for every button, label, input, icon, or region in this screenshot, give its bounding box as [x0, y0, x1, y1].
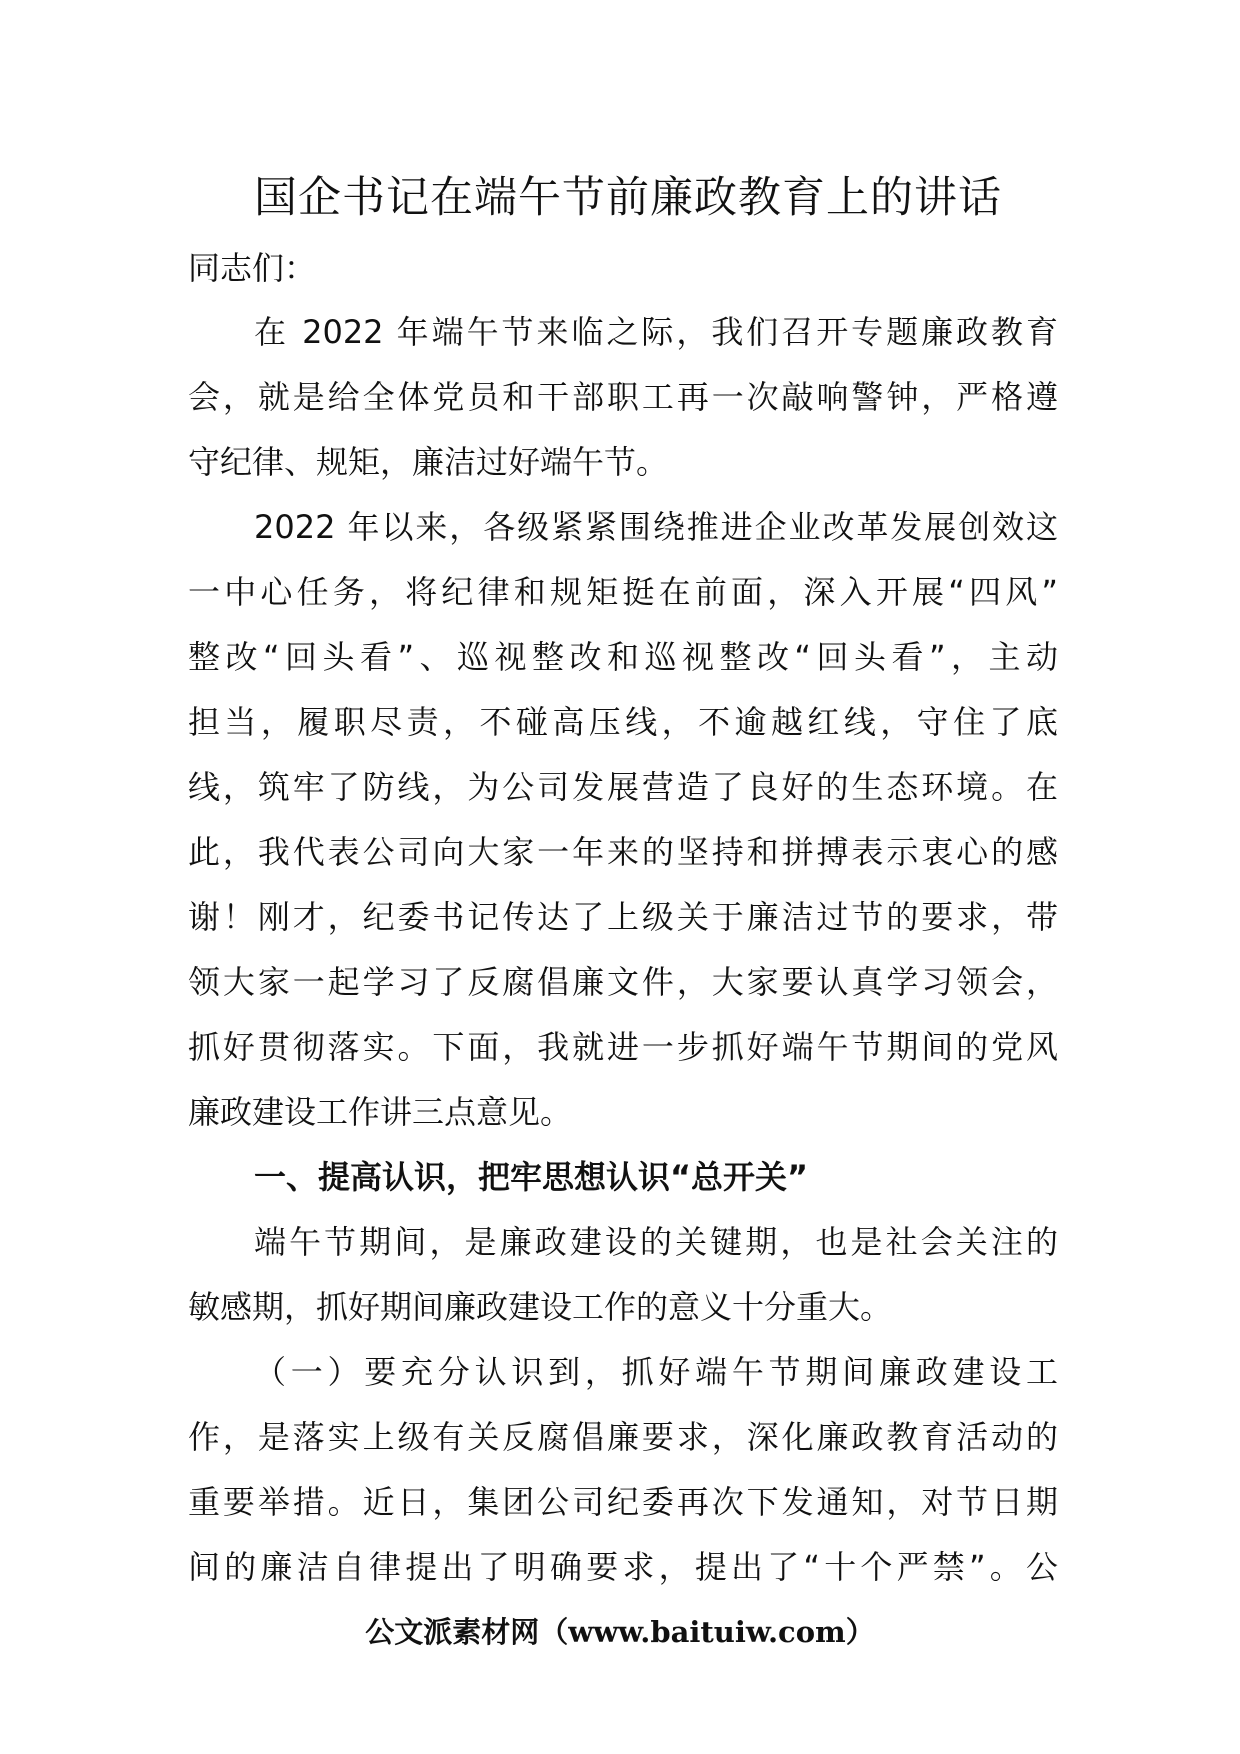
paragraph	[188, 1210, 1058, 1340]
paragraph-line: 担当，履职尽责，不碰高压线，不逾越红线，守住了底	[188, 703, 1058, 741]
paragraph-line: 领大家一起学习了反腐倡廉文件，大家要认真学习领会，	[188, 963, 1058, 1001]
paragraph-group-2	[188, 1210, 1058, 1600]
paragraph-line: 重要举措。近日，集团公司纪委再次下发通知，对节日期	[188, 1483, 1058, 1521]
paragraph-line: 此，我代表公司向大家一年来的坚持和拼搏表示衷心的感	[188, 833, 1058, 871]
paragraph-line: 廉政建设工作讲三点意见。	[188, 1093, 573, 1131]
paragraph-line: 2022 年以来，各级紧紧围绕推进企业改革发展创效这	[254, 508, 1058, 546]
paragraph-line: 抓好贯彻落实。下面，我就进一步抓好端午节期间的党风	[188, 1028, 1058, 1066]
paragraph-line: 间的廉洁自律提出了明确要求，提出了“十个严禁”。公	[188, 1548, 1058, 1586]
paragraph-line: （一）要充分认识到，抓好端午节期间廉政建设工	[254, 1353, 1058, 1391]
paragraph-line: 会，就是给全体党员和干部职工再一次敲响警钟，严格遵	[188, 378, 1058, 416]
paragraph-line: 线，筑牢了防线，为公司发展营造了良好的生态环境。在	[188, 768, 1058, 806]
salutation: 同志们：	[188, 249, 317, 287]
paragraph-line: 整改“回头看”、巡视整改和巡视整改“回头看”，主动	[188, 638, 1058, 676]
paragraph-line: 谢！刚才，纪委书记传达了上级关于廉洁过节的要求，带	[188, 898, 1058, 936]
paragraph-line: 端午节期间，是廉政建设的关键期，也是社会关注的	[254, 1223, 1058, 1261]
section-heading-1: 一、提高认识，把牢思想认识“总开关”	[254, 1158, 809, 1196]
paragraph-line: 守纪律、规矩，廉洁过好端午节。	[188, 443, 669, 481]
paragraph-group-1	[188, 300, 1058, 1145]
footer-watermark: 公文派素材网（www.baituiw.com）	[365, 1615, 875, 1649]
paragraph-line: 在 2022 年端午节来临之际，我们召开专题廉政教育	[254, 313, 1058, 351]
document-body	[188, 236, 1058, 1600]
paragraph-line: 一中心任务，将纪律和规矩挺在前面，深入开展“四风”	[188, 573, 1058, 611]
paragraph	[188, 1340, 1058, 1600]
paragraph-line: 敏感期，抓好期间廉政建设工作的意义十分重大。	[188, 1288, 893, 1326]
paragraph	[188, 300, 1058, 495]
document-title: 国企书记在端午节前廉政教育上的讲话	[254, 173, 1002, 223]
paragraph	[188, 495, 1058, 1145]
paragraph-line: 作，是落实上级有关反腐倡廉要求，深化廉政教育活动的	[188, 1418, 1058, 1456]
